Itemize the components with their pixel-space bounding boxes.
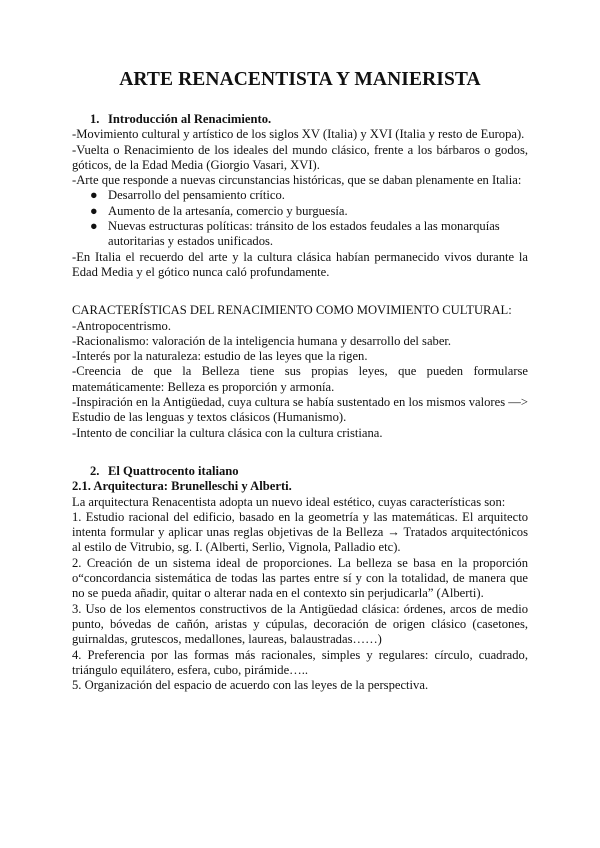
section-1-closing: -En Italia el recuerdo del arte y la cultura clásica habían permanecido vivos durante la Edad Media y el gótico nunca caló profundamente. <box>72 249 528 279</box>
section-2-item: 5. Organización del espacio de acuerdo con las leyes de la perspectiva. <box>72 678 429 693</box>
section-1-heading: 1. Introducción al Renacimiento. <box>90 112 272 126</box>
characteristics-heading: CARACTERÍSTICAS DEL RENACIMIENTO COMO MOVIMIENTO CULTURAL: <box>72 303 512 318</box>
bullet-icon: ● <box>90 188 98 203</box>
bullet-item <box>90 203 528 219</box>
characteristics-item: -Intento de conciliar la cultura clásica con la cultura cristiana. <box>72 425 383 440</box>
section-2-item: 1. Estudio racional del edificio, basado en la geometría y las matemáticas. El arquitecto intenta formular y aplicar unas reglas objetivas de la Belleza → Tratados arquitectónicos al estilo de Vitrubio, sg. I. (Alberti, Serlio, Vignola, Palladio etc). <box>72 509 528 555</box>
section-2-item: 4. Preferencia por las formas más racionales, simples y regulares: círculo, cuadrado, triángulo equilátero, esfera, cubo, pirámide….. <box>72 647 528 677</box>
document-title: ARTE RENACENTISTA Y MANIERISTA <box>119 69 481 90</box>
section-2-title: El Quattrocento italiano <box>108 463 239 478</box>
section-2-intro: La arquitectura Renacentista adopta un nuevo ideal estético, cuyas características son: <box>72 494 506 509</box>
document-page <box>72 68 528 693</box>
bullet-text: Nuevas estructuras políticas: tránsito de los estados feudales a las monarquías autoritarias y estados unificados. <box>108 219 500 249</box>
bullet-icon: ● <box>90 203 98 218</box>
bullet-item <box>90 219 528 250</box>
section-1-title: Introducción al Renacimiento <box>108 112 268 126</box>
bullet-item <box>90 188 528 203</box>
section-1-paragraph: -Arte que responde a nuevas circunstancias históricas, que se daban plenamente en Italia: <box>72 173 522 188</box>
characteristics-item: -Racionalismo: valoración de la inteligencia humana y desarrollo del saber. <box>72 333 452 348</box>
section-1-bullet-list <box>72 188 528 249</box>
section-1-paragraph: -Movimiento cultural y artístico de los siglos XV (Italia) y XVI (Italia y resto de Europa). <box>72 127 525 142</box>
bullet-text: Aumento de la artesanía, comercio y burguesía. <box>108 203 348 218</box>
bullet-text: Desarrollo del pensamiento crítico. <box>108 188 285 203</box>
characteristics-item: -Creencia de que la Belleza tiene sus propias leyes, que pueden formularse matemáticamente: Belleza es proporción y armonía. <box>72 364 528 394</box>
section-2-heading <box>72 464 528 479</box>
characteristics-item: -Antropocentrismo. <box>72 318 171 333</box>
section-2-item: 3. Uso de los elementos constructivos de la Antigüedad clásica: órdenes, arcos de medio punto, bóvedas de cañón, aristas y cúpulas, decoración de origen clásico (casetones, guirnaldas, grutescos, medallones, laureas, balaustradas……) <box>72 601 528 647</box>
section-1-paragraph: -Vuelta o Renacimiento de los ideales del mundo clásico, frente a los bárbaros o godos, góticos, de la Edad Media (Giorgio Vasari, XVI). <box>72 142 528 172</box>
section-2-1-heading: 2.1. Arquitectura: Brunelleschi y Alberti. <box>72 479 292 494</box>
section-1-number: 1. <box>90 112 100 126</box>
section-2-number: 2. <box>90 463 100 478</box>
bullet-icon: ● <box>90 219 98 234</box>
characteristics-item: -Inspiración en la Antigüedad, cuya cultura se había sustentado en los mismos valores —> Estudio de las lenguas y textos clásicos (Humanismo). <box>72 395 528 425</box>
characteristics-item: -Interés por la naturaleza: estudio de las leyes que la rigen. <box>72 349 368 364</box>
section-2-item: 2. Creación de un sistema ideal de proporciones. La belleza se basa en la proporción o“concordancia sistemática de todas las partes entre sí y con la totalidad, de manera que no se pueda añadir, quitar o alterar nada en el contexto sin perjudicarla” (Alberti). <box>72 555 528 601</box>
